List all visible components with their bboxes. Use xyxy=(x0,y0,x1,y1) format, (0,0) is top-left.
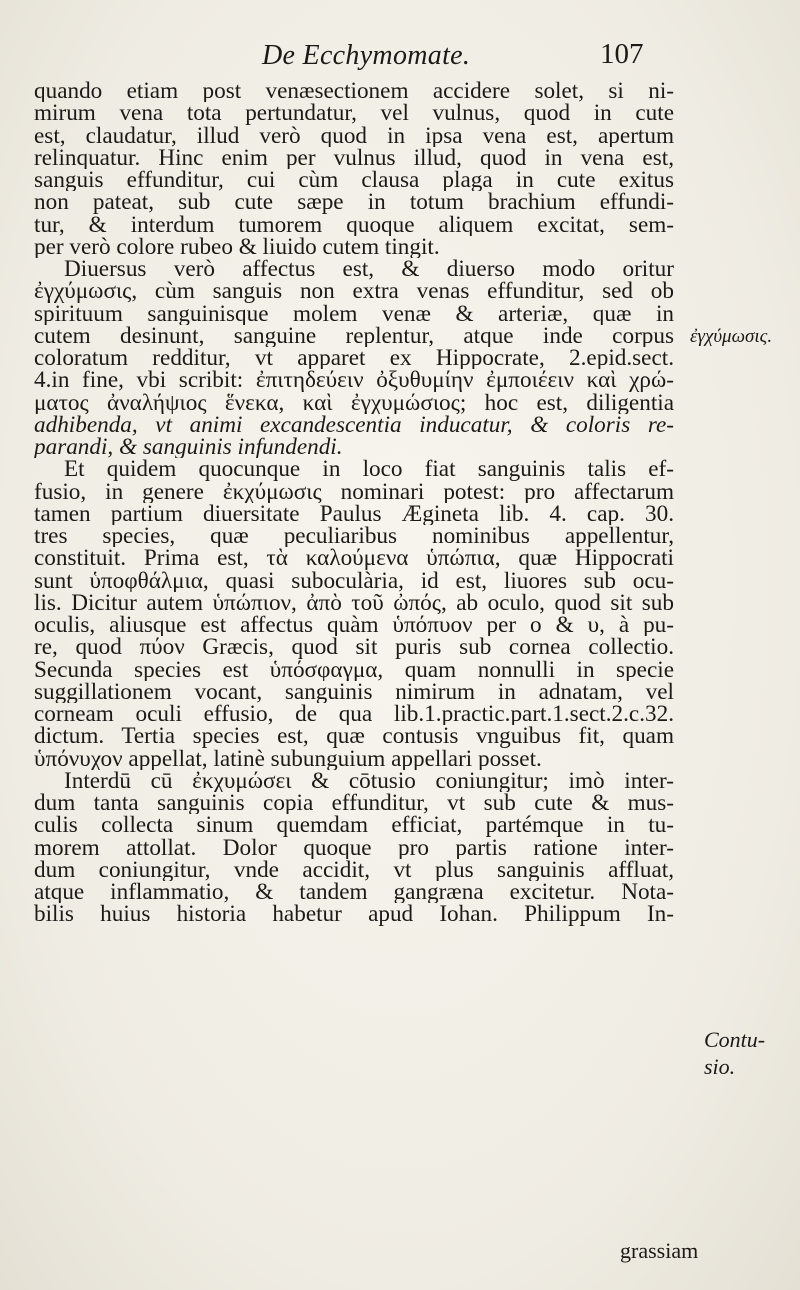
text-line: parandi, & sanguinis infundendi. xyxy=(34,436,343,459)
page-header xyxy=(0,38,800,78)
text-line: coloratum redditur, vt apparet ex Hippocrate, 2.epid.sect. xyxy=(34,347,674,370)
running-head: De Ecchymomate. xyxy=(262,40,471,71)
text-line: suggillationem vocant, sanguinis nimirum in adnatam, vel xyxy=(34,680,674,703)
text-line: culis collecta sinum quemdam efficiat, partémque in tu- xyxy=(34,814,674,837)
text-line: atque inflammatio, & tandem gangræna excitetur. Nota- xyxy=(34,881,674,904)
text-line: ματος ἀναλήψιος ἕνεκα, καὶ ἐγχυμώσιος; hoc est, diligentia xyxy=(34,391,674,414)
text-line: 4.in fine, vbi scribit: ἐπιτηδεύειν ὀξυθυμίην ἐμποιέειν καὶ χρώ- xyxy=(34,369,674,392)
text-line: non pateat, sub cute sæpe in totum brachium effundi- xyxy=(34,191,674,214)
body-text xyxy=(34,80,674,926)
text-line: est, claudatur, illud verò quod in ipsa vena est, apertum xyxy=(34,124,674,147)
catchword: grassiam xyxy=(620,1238,699,1263)
text-line: dictum. Tertia species est, quæ contusis vnguibus fit, quam xyxy=(34,725,674,748)
text-line: re, quod πύον Græcis, quod sit puris sub cornea collectio. xyxy=(34,636,674,659)
margin-note-text: ἐγχύμωσις. xyxy=(690,326,773,347)
text-line: bilis huius historia habetur apud Iohan. Philippum In- xyxy=(34,903,674,926)
text-line: Diuersus verò affectus est, & diuerso modo oritur xyxy=(64,258,674,281)
text-line: dum coniungitur, vnde accidit, vt plus sanguinis affluat, xyxy=(34,858,674,881)
text-line: ὑπόνυχον appellat, latinè subunguium appellari posset. xyxy=(34,747,542,770)
text-line: sunt ὑποφθάλμια, quasi suboculària, id est, liuores sub ocu- xyxy=(34,569,674,592)
text-line: Interdū cū ἐκχυμώσει & cōtusio coniungitur; imò inter- xyxy=(64,769,674,792)
text-line: mirum vena tota pertundatur, vel vulnus, quod in cute xyxy=(34,102,674,125)
text-line: Secunda species est ὑπόσφαγμα, quam nonnulli in specie xyxy=(34,658,674,681)
text-line: corneam oculi effusio, de qua lib.1.practic.part.1.sect.2.c.32. xyxy=(34,703,674,726)
text-line: lis. Dicitur autem ὑπώπιον, ἀπὸ τοῦ ὠπός, ab oculo, quod sit sub xyxy=(34,591,674,614)
text-line: adhibenda, vt animi excandescentia inducatur, & coloris re- xyxy=(34,413,674,436)
margin-note-contusio xyxy=(704,1026,765,1080)
page-number: 107 xyxy=(600,38,644,70)
text-line: morem attollat. Dolor quoque pro partis ratione inter- xyxy=(34,836,674,859)
text-line: spirituum sanguinisque molem venæ & arteriæ, quæ in xyxy=(34,302,674,325)
text-line: Et quidem quocunque in loco fiat sanguinis talis ef- xyxy=(64,458,674,481)
text-line: cutem desinunt, sanguine replentur, atque inde corpus xyxy=(34,324,674,347)
text-line: ἐγχύμωσις, cùm sanguis non extra venas effunditur, sed ob xyxy=(34,280,674,303)
text-line: oculis, aliusque est affectus quàm ὑπόπυον per ο & υ, à pu- xyxy=(34,614,674,637)
text-line: sanguis effunditur, cui cùm clausa plaga in cute exitus xyxy=(34,169,674,192)
text-line: constituit. Prima est, τὰ καλούμενα ὑπώπια, quæ Hippocrati xyxy=(34,547,674,570)
margin-note-enchymosis xyxy=(690,326,772,348)
text-line: tamen partium diuersitate Paulus Ægineta lib. 4. cap. 30. xyxy=(34,502,674,525)
text-line: per verò colore rubeo & liuido cutem tingit. xyxy=(34,235,440,258)
text-line: tres species, quæ peculiaribus nominibus appellentur, xyxy=(34,525,674,548)
text-line: dum tanta sanguinis copia effunditur, vt sub cute & mus- xyxy=(34,792,674,815)
text-line: fusio, in genere ἐκχύμωσις nominari potest: pro affectarum xyxy=(34,480,674,503)
margin-note-line: sio. xyxy=(704,1054,736,1079)
text-line: tur, & interdum tumorem quoque aliquem excitat, sem- xyxy=(34,213,674,236)
margin-note-line: Contu- xyxy=(704,1027,766,1052)
text-line: quando etiam post venæsectionem accidere solet, si ni- xyxy=(34,80,674,103)
text-line: relinquatur. Hinc enim per vulnus illud, quod in vena est, xyxy=(34,146,674,169)
